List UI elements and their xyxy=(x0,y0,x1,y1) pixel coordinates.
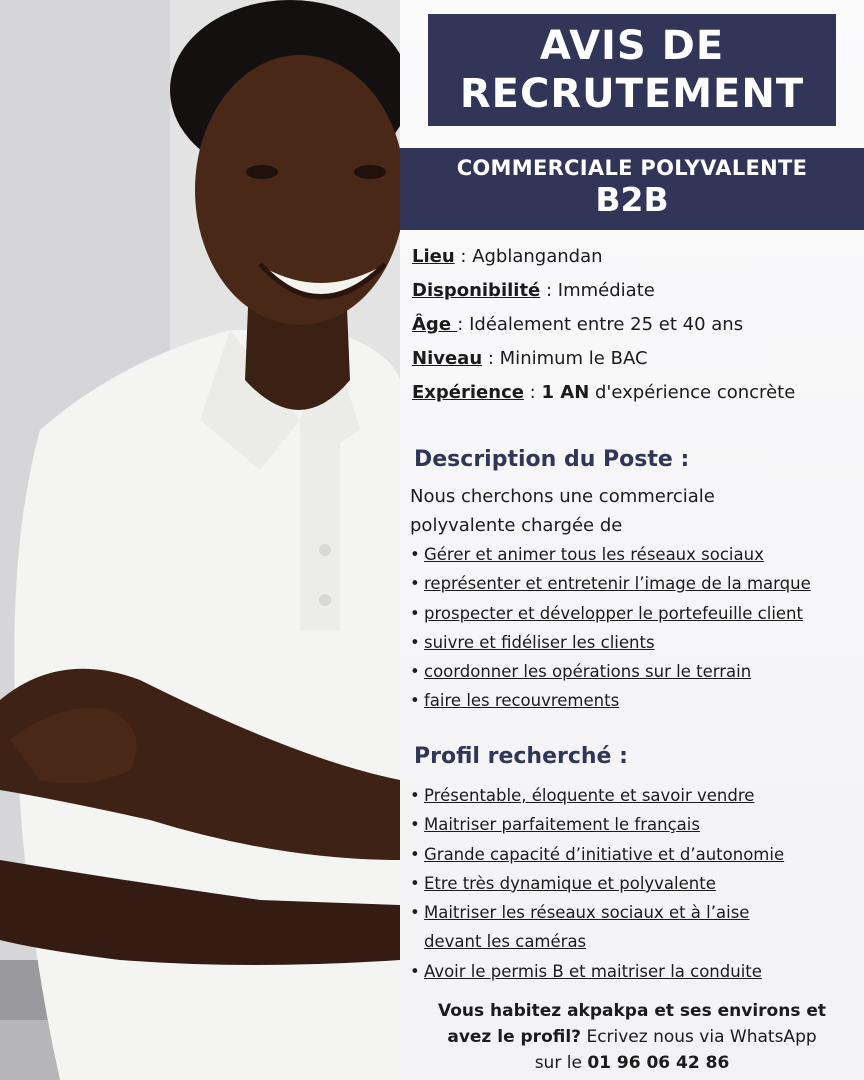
phone-number: 01 96 06 42 86 xyxy=(587,1053,730,1073)
bullet-icon: • xyxy=(410,815,420,835)
list-item xyxy=(410,840,862,869)
list-item-text: faire les recouvrements xyxy=(424,691,620,711)
footer-line-2: Ecrivez nous via WhatsApp xyxy=(581,1027,817,1047)
info-value-bold: 1 AN xyxy=(541,382,590,403)
list-item xyxy=(410,898,862,957)
bullet-icon: • xyxy=(410,903,420,923)
info-row-level xyxy=(412,342,860,376)
info-row-experience xyxy=(412,376,860,410)
bullet-icon: • xyxy=(410,603,420,623)
list-item-text: Maitriser les réseaux sociaux et à l’aise xyxy=(424,903,750,923)
profile-heading: Profil recherché : xyxy=(414,744,628,769)
info-row-location xyxy=(412,240,860,274)
job-info xyxy=(412,240,860,410)
info-value: Idéalement entre 25 et 40 ans xyxy=(469,314,744,335)
info-value: Immédiate xyxy=(557,280,655,301)
bullet-icon: • xyxy=(410,786,420,805)
list-item xyxy=(410,869,862,898)
footer-line-3: sur le xyxy=(534,1053,588,1073)
list-item xyxy=(410,686,862,715)
list-item xyxy=(410,628,862,657)
info-sep: : xyxy=(454,246,473,267)
info-sep: : xyxy=(457,314,470,335)
bullet-icon: • xyxy=(410,545,420,564)
bullet-icon: • xyxy=(410,574,420,594)
job-title: COMMERCIALE POLYVALENTE xyxy=(456,156,808,180)
list-item xyxy=(410,781,862,810)
info-key: Lieu xyxy=(412,246,455,267)
bullet-icon: • xyxy=(410,873,420,893)
list-item-text: représenter et entretenir l’image de la marque xyxy=(424,574,811,594)
list-item xyxy=(410,810,862,839)
info-key: Âge xyxy=(412,314,458,335)
job-banner xyxy=(400,148,864,230)
list-item-text: Grande capacité d’initiative et d’autonomie xyxy=(424,844,785,864)
bullet-icon: • xyxy=(410,691,420,711)
bullet-icon: • xyxy=(410,662,420,682)
title-line-2: RECRUTEMENT xyxy=(459,71,805,117)
footer-line-1: Vous habitez akpakpa et ses environs et xyxy=(437,1001,827,1021)
contact-footer xyxy=(400,998,864,1076)
info-key: Disponibilité xyxy=(412,280,541,301)
info-sep: : xyxy=(482,348,500,369)
description-list xyxy=(410,540,862,716)
description-intro-line-1: Nous cherchons une commerciale xyxy=(410,486,715,507)
list-item-text: Avoir le permis B et maitriser la conduite xyxy=(424,961,762,981)
description-heading: Description du Poste : xyxy=(414,447,690,472)
list-item-text: Présentable, éloquente et savoir vendre xyxy=(424,786,755,805)
list-item xyxy=(410,657,862,686)
list-item-text-continued: devant les caméras xyxy=(424,932,587,952)
description-intro xyxy=(410,482,850,540)
job-subtitle: B2B xyxy=(595,180,669,219)
list-item-text: Etre très dynamique et polyvalente xyxy=(424,873,716,893)
title-banner xyxy=(428,14,836,126)
list-item xyxy=(410,957,862,986)
list-item-text: suivre et fidéliser les clients xyxy=(424,632,655,652)
info-sep: : xyxy=(540,280,558,301)
list-item-text: coordonner les opérations sur le terrain xyxy=(424,662,752,682)
bullet-icon: • xyxy=(410,632,420,652)
recruit-photo xyxy=(0,0,400,1080)
list-item xyxy=(410,599,862,628)
footer-line-2-bold: avez le profil? xyxy=(447,1027,582,1047)
content-panel xyxy=(400,0,864,1080)
info-row-age xyxy=(412,308,860,342)
list-item-text: prospecter et développer le portefeuille client xyxy=(424,603,803,623)
bullet-icon: • xyxy=(410,844,420,864)
info-sep: : xyxy=(523,382,542,403)
profile-list xyxy=(410,781,862,986)
list-item-text: Maitriser parfaitement le français xyxy=(424,815,700,835)
description-intro-line-2: polyvalente chargée de xyxy=(410,515,623,536)
info-value: Minimum le BAC xyxy=(499,348,648,369)
list-item xyxy=(410,540,862,569)
info-value: Agblangandan xyxy=(472,246,603,267)
info-key: Niveau xyxy=(412,348,483,369)
list-item xyxy=(410,569,862,598)
info-row-availability xyxy=(412,274,860,308)
info-key: Expérience xyxy=(412,382,524,403)
list-item-text: Gérer et animer tous les réseaux sociaux xyxy=(424,545,764,564)
bullet-icon: • xyxy=(410,961,420,981)
info-value: d'expérience concrète xyxy=(589,382,796,403)
title-line-1: AVIS DE xyxy=(539,23,725,69)
